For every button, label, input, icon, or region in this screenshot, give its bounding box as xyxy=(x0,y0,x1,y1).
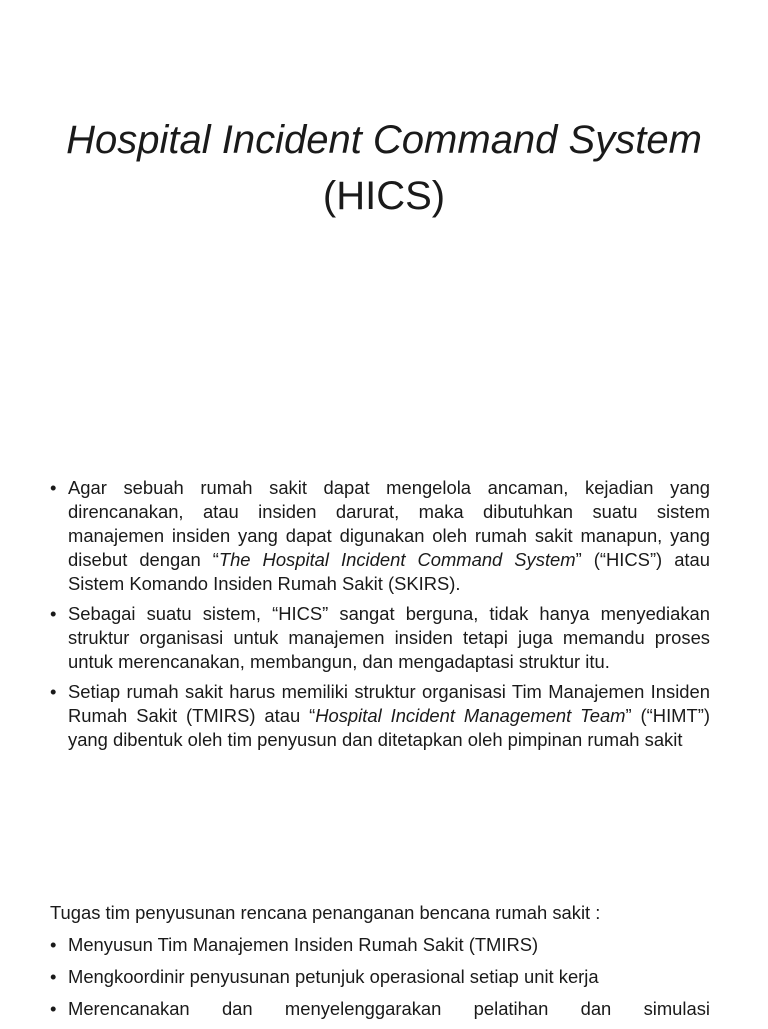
bullet-dot: • xyxy=(50,603,57,624)
tasks-section xyxy=(50,901,710,1029)
bullet-item xyxy=(50,476,710,596)
bullet-dot: • xyxy=(50,934,57,955)
bullet-dot: • xyxy=(50,966,57,987)
bullet-text: Setiap rumah sakit harus memiliki struktur organisasi Tim Manajemen Insiden Rumah Sakit (TMIRS) atau “ xyxy=(68,681,710,726)
slide-title-plain: (HICS) xyxy=(322,174,446,218)
task-item xyxy=(50,997,710,1021)
bullet-item xyxy=(50,680,710,752)
tasks-list xyxy=(50,933,710,1021)
bullet-text-italic: Hospital Incident Management Team xyxy=(315,705,626,726)
bullet-list xyxy=(50,476,710,758)
bullet-text-italic: The Hospital Incident Command System xyxy=(218,549,576,570)
bullet-dot: • xyxy=(50,998,57,1019)
task-text: Mengkoordinir penyusunan petunjuk operasional setiap unit kerja xyxy=(68,966,599,987)
slide-title-italic: Hospital Incident Command System xyxy=(66,118,702,162)
bullet-text: Agar sebuah rumah sakit dapat mengelola ancaman, kejadian yang direncanakan, atau insiden darurat, maka dibutuhkan suatu sistem manajemen insiden yang dapat digunakan oleh rumah sakit manapun, yang disebut dengan “ xyxy=(68,477,710,570)
task-text: Menyusun Tim Manajemen Insiden Rumah Sakit (TMIRS) xyxy=(68,934,539,955)
bullet-dot: • xyxy=(50,477,57,498)
bullet-text: ” (“HIMT”) yang dibentuk oleh tim penyusun dan ditetapkan oleh pimpinan rumah sakit xyxy=(68,705,710,750)
task-text: Merencanakan dan menyelenggarakan pelatihan dan simulasi xyxy=(68,998,710,1019)
task-item xyxy=(50,933,710,957)
tasks-lead: Tugas tim penyusunan rencana penanganan bencana rumah sakit : xyxy=(50,902,601,923)
task-item xyxy=(50,965,710,989)
bullet-item xyxy=(50,602,710,674)
bullet-dot: • xyxy=(50,681,57,702)
bullet-text: Sebagai suatu sistem, “HICS” sangat berguna, tidak hanya menyediakan struktur organisasi untuk manajemen insiden tetapi juga memandu proses untuk merencanakan, membangun, dan mengadaptasi struktur itu. xyxy=(68,603,710,672)
slide-title xyxy=(40,112,728,224)
bullet-text: ” (“HICS”) atau Sistem Komando Insiden Rumah Sakit (SKIRS). xyxy=(68,549,710,594)
